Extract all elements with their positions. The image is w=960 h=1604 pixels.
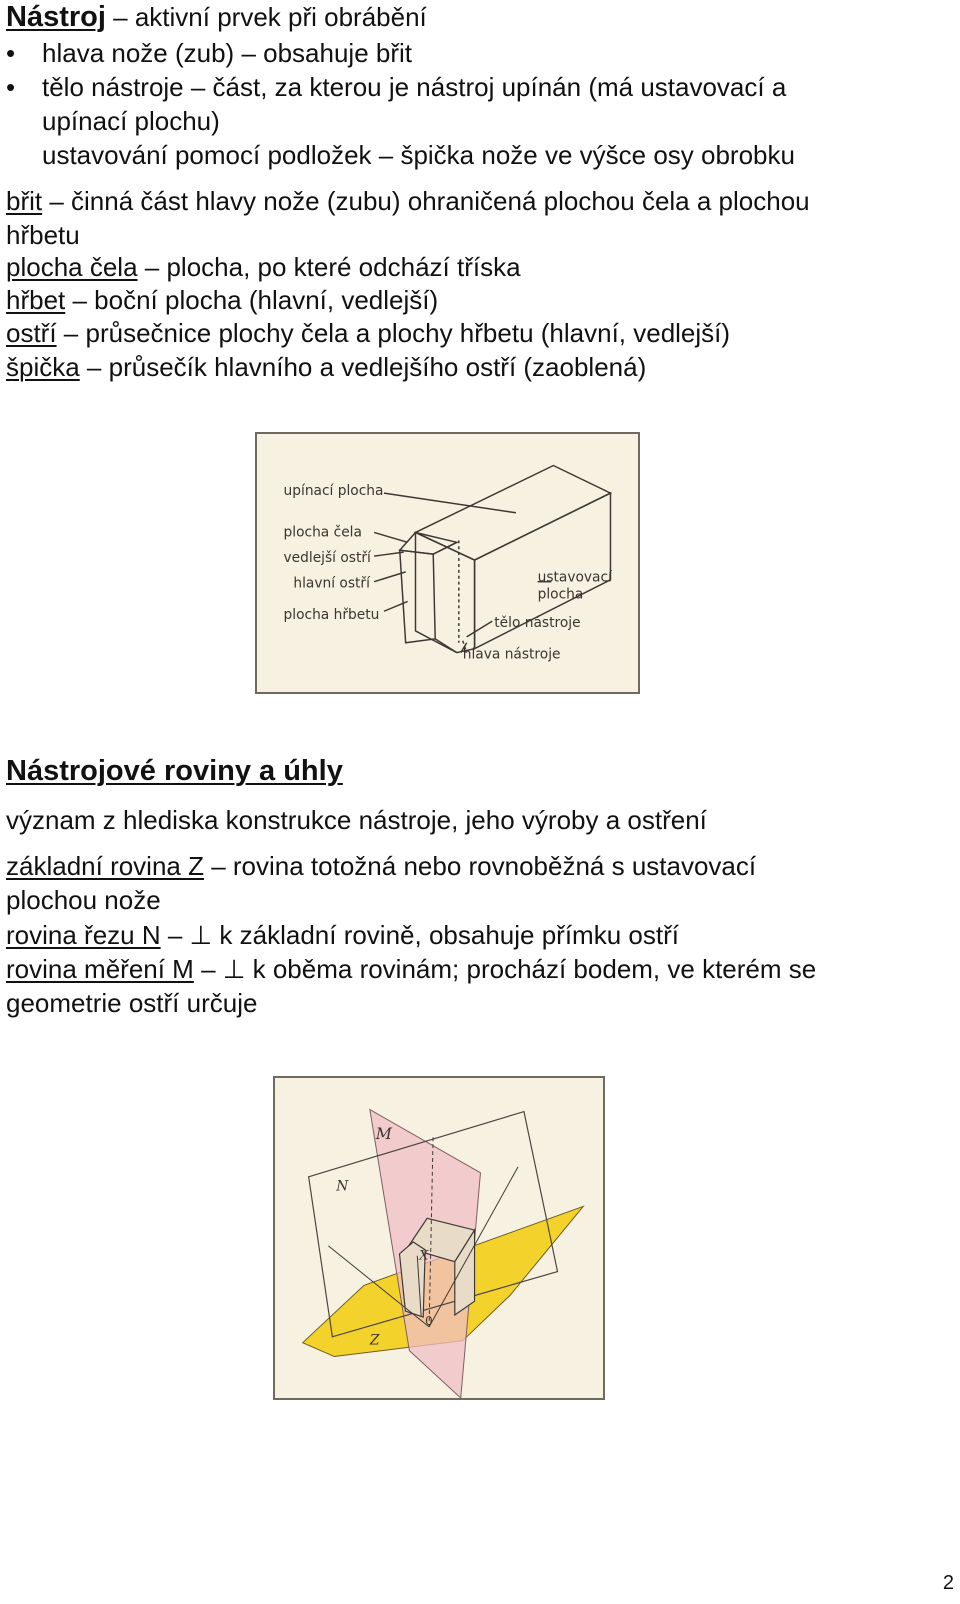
definition-line [6,220,80,250]
definition-term: základní rovina Z [6,851,204,881]
list-item: tělo nástroje – část, za kterou je nástroj upínán (má ustavovací a [42,72,787,102]
definition-text: – boční plocha (hlavní, vedlejší) [65,285,439,315]
bullet-1: • [6,38,16,68]
list-item: ustavování pomocí podložek – špička nože ve výšce osy obrobku [42,140,795,170]
definition-term: rovina měření M [6,954,194,984]
definition-term: špička [6,352,80,382]
label-telo-nastroje: tělo nástroje [494,615,581,632]
tool-drawing [257,434,638,692]
definition-term: rovina řezu N [6,920,161,950]
label-plocha-hrbetu: plocha hřbetu [283,607,380,624]
definition-text: – rovina totožná nebo rovnoběžná s ustavovací [203,851,757,881]
section-title: Nástrojové roviny a úhly [6,755,343,787]
definition-term: plocha čela [6,252,138,282]
planes-figure [273,1076,605,1400]
section-heading-line [6,2,427,32]
definition-line [6,885,161,915]
page-number: 2 [942,1572,954,1594]
tool-front-face [415,532,474,652]
definition-line [6,318,730,348]
definition-line [6,352,646,382]
label-o: 0 [425,1313,433,1328]
definition-term: hřbet [6,285,66,315]
definition-text: plochou nože [6,885,161,915]
label-x: X [419,1248,429,1264]
definition-line [6,920,679,950]
definition-text: – plocha, po které odchází tříska [137,252,521,282]
definition-line [6,954,816,984]
bullet-2: • [6,72,16,102]
label-n: N [336,1178,349,1195]
tool-figure [255,432,640,694]
definition-term: břit [6,186,43,216]
section-intro: význam z hlediska konstrukce nástroje, jeho výroby a ostření [6,805,707,835]
definition-text: – průsečík hlavního a vedlejšího ostří (zaoblená) [79,352,647,382]
label-hlava-nastroje: hlava nástroje [462,646,561,663]
label-ustavovaci: ustavovací [537,569,612,586]
label-z: Z [369,1332,380,1349]
label-hlavni-ostri: hlavní ostří [293,575,370,592]
definition-text: – ⊥ k základní rovině, obsahuje přímku ostří [160,920,679,950]
definition-text: – ⊥ k oběma rovinám; prochází bodem, ve kterém se [193,954,817,984]
list-item: hlava nože (zub) – obsahuje břit [42,38,413,68]
list-item: upínací plochu) [42,106,220,136]
label-plocha-cela: plocha čela [283,524,362,541]
definition-text: – činná část hlavy nože (zubu) ohraničená plochou čela a plochou [42,186,810,216]
tool-flank-face [400,550,435,643]
definition-text: geometrie ostří určuje [6,988,258,1018]
definition-text: – průsečnice plochy čela a plochy hřbetu (hlavní, vedlejší) [56,318,731,348]
definition-line [6,285,438,315]
planes-drawing [275,1078,603,1398]
label-vedlejsi-ostri: vedlejší ostří [283,550,371,567]
definition-line [6,851,756,881]
definition-line [6,252,521,282]
section-title: Nástroj [6,1,106,33]
definition-line [6,186,810,216]
definition-text: hřbetu [6,220,80,250]
definition-line [6,988,257,1018]
label-ustavovaci-plocha: plocha [537,586,584,603]
definition-term: ostří [6,318,57,348]
label-upinaci-plocha: upínací plocha [283,483,384,500]
label-m: M [375,1124,392,1144]
section-title-rest: – aktivní prvek při obrábění [105,2,427,32]
